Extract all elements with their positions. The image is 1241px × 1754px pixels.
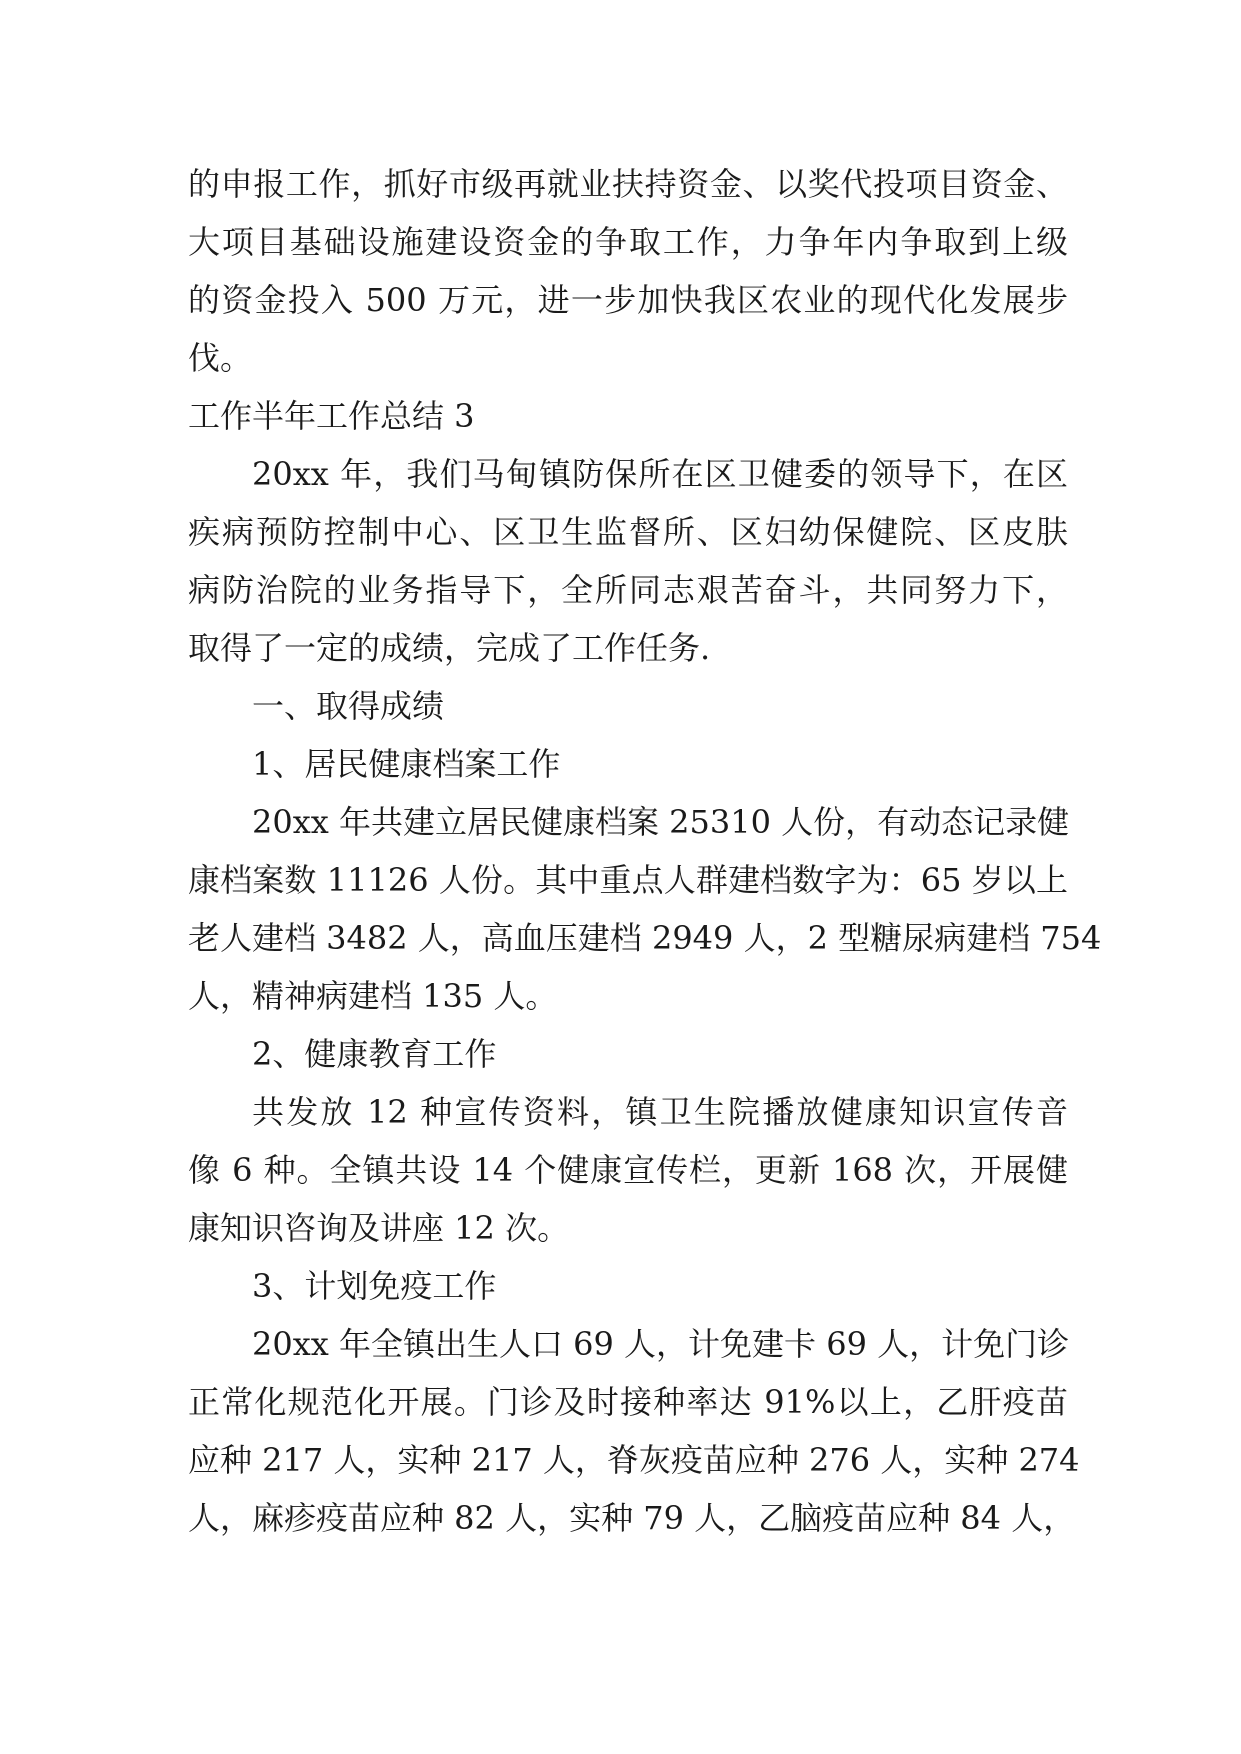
text-line: 疾病预防控制中心、区卫生监督所、区妇幼保健院、区皮肤 <box>188 513 1068 551</box>
subheading: 1、居民健康档案工作 <box>252 745 561 783</box>
text-line: 病防治院的业务指导下，全所同志艰苦奋斗，共同努力下， <box>188 571 1068 609</box>
subheading: 2、健康教育工作 <box>252 1035 497 1073</box>
subheading: 3、计划免疫工作 <box>252 1267 497 1305</box>
text-line: 20xx 年全镇出生人口 69 人，计免建卡 69 人，计免门诊 <box>252 1325 1070 1363</box>
text-line: 的申报工作，抓好市级再就业扶持资金、以奖代投项目资金、 <box>188 165 1068 203</box>
text-line: 取得了一定的成绩，完成了工作任务. <box>188 629 711 667</box>
subheading: 一、取得成绩 <box>252 687 445 725</box>
text-line: 人，麻疹疫苗应种 82 人，实种 79 人，乙脑疫苗应种 84 人， <box>188 1499 1076 1537</box>
text-line: 20xx 年共建立居民健康档案 25310 人份，有动态记录健 <box>252 803 1070 841</box>
text-line: 大项目基础设施建设资金的争取工作，力争年内争取到上级 <box>188 223 1068 261</box>
text-line: 正常化规范化开展。门诊及时接种率达 91%以上，乙肝疫苗 <box>188 1383 1068 1421</box>
document-body <box>188 155 1102 1547</box>
text-line: 共发放 12 种宣传资料，镇卫生院播放健康知识宣传音 <box>252 1093 1068 1131</box>
text-line: 康知识咨询及讲座 12 次。 <box>188 1209 570 1247</box>
text-line: 老人建档 3482 人，高血压建档 2949 人，2 型糖尿病建档 754 <box>188 919 1102 957</box>
text-line: 人，精神病建档 135 人。 <box>188 977 558 1015</box>
text-line: 的资金投入 500 万元，进一步加快我区农业的现代化发展步 <box>188 281 1068 319</box>
text-line: 20xx 年，我们马甸镇防保所在区卫健委的领导下，在区 <box>252 455 1068 493</box>
text-line: 伐。 <box>188 339 253 377</box>
text-line: 应种 217 人，实种 217 人，脊灰疫苗应种 276 人，实种 274 <box>188 1441 1080 1479</box>
text-line: 康档案数 11126 人份。其中重点人群建档数字为：65 岁以上 <box>188 861 1068 899</box>
section-heading: 工作半年工作总结 3 <box>188 397 475 435</box>
text-line: 像 6 种。全镇共设 14 个健康宣传栏，更新 168 次，开展健 <box>188 1151 1068 1189</box>
